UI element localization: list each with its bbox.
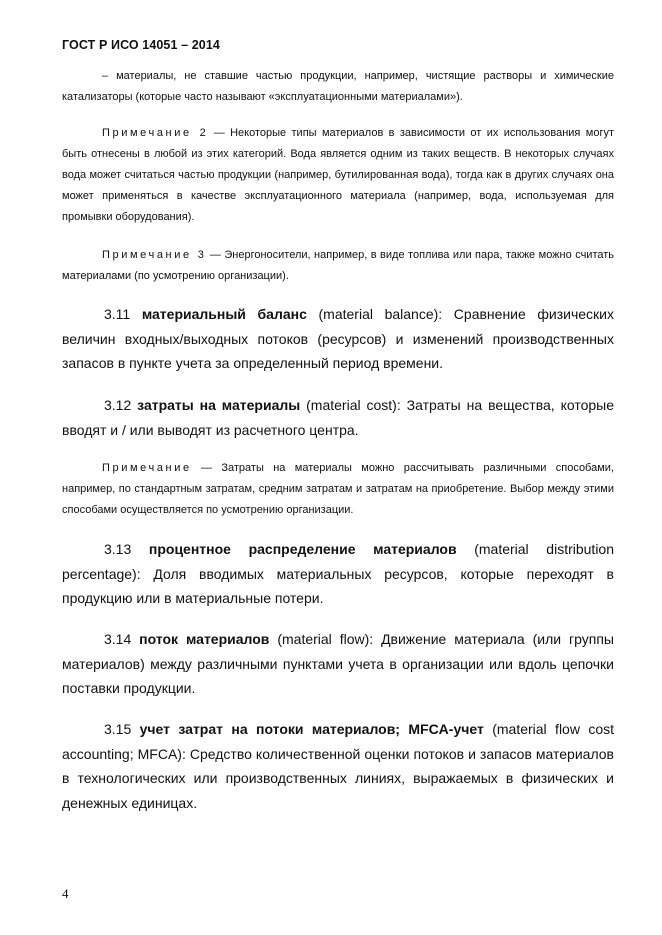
definition-3-15: [62, 717, 614, 815]
definition-3-14-text: (material flow): Движение материала (или группы материалов) между различными пунктами учета в организации или вдоль цепочки поставки продукции.: [62, 631, 614, 696]
definition-3-15-text: (material flow cost accounting; MFCA): Средство количественной оценки потоков и запасов материалов в технологических или производственных линиях, выражаемых в физических и денежных единицах.: [62, 721, 615, 811]
definition-3-13-text: (material distribution percentage): Доля вводимых материальных ресурсов, которые переходят в продукцию или в материальные потери.: [62, 541, 615, 606]
definition-3-13-number: 3.13: [104, 541, 149, 557]
definition-3-13-term: процентное распределение материалов: [148, 541, 457, 557]
definition-3-11-text: (material balance): Сравнение физических величин входных/выходных потоков (ресурсов) и изменений производственных запасов в пункте учета за определенный период времени.: [62, 306, 615, 371]
note-2-text: — Некоторые типы материалов в зависимости от их использования могут быть отнесены в любой из этих категорий. Вода является одним из таких веществ. В некоторых случаях вода может считаться частью продукции (например, бутилированная вода), тогда как в других случаях она может применяться в качестве эксплуатационного материала (например, вода, используемая для промывки оборудования).: [62, 127, 614, 223]
note-3-label: Примечание 3: [102, 249, 207, 261]
note-3: [62, 245, 614, 287]
definition-3-12-term: затраты на материалы: [137, 397, 301, 413]
definition-3-15-number: 3.15: [104, 721, 140, 737]
note-2: [62, 123, 614, 228]
definition-3-12-text: (material cost): Затраты на вещества, которые вводят и / или выводят из расчетного центра.: [62, 397, 615, 438]
definition-3-11-number: 3.11: [104, 306, 142, 322]
definition-3-14-number: 3.14: [104, 631, 140, 647]
note-material-cost: [62, 458, 614, 521]
definition-3-13: [62, 537, 614, 611]
page-number: 4: [62, 886, 69, 901]
definition-3-12: [62, 393, 614, 442]
list-item-operating-materials: – материалы, не ставшие частью продукции, например, чистящие растворы и химические катализаторы (которые часто называют «эксплуатационными материалами»).: [62, 70, 614, 103]
note-material-cost-text: — Затраты на материалы можно рассчитывать различными способами, например, по стандартным затратам, средним затратам и затратам на приобретение. Выбор между этими способами осуществляется по усмотрению организации.: [62, 462, 614, 516]
definition-3-14-term: поток материалов: [139, 631, 270, 647]
definition-3-11: [62, 302, 614, 376]
note-3-text: — Энергоносители, например, в виде топлива или пара, также можно считать материалами (по усмотрению организации).: [62, 249, 615, 282]
definition-3-12-number: 3.12: [104, 397, 138, 413]
definition-3-11-term: материальный баланс: [141, 306, 307, 322]
definition-3-15-term: учет затрат на потоки материалов; MFCA-учет: [139, 721, 484, 737]
definition-3-14: [62, 627, 614, 701]
note-2-label: Примечание 2: [102, 127, 209, 139]
page-header-title: ГОСТ Р ИСО 14051 – 2014: [62, 38, 220, 52]
note-material-cost-label: Примечание: [102, 462, 192, 474]
